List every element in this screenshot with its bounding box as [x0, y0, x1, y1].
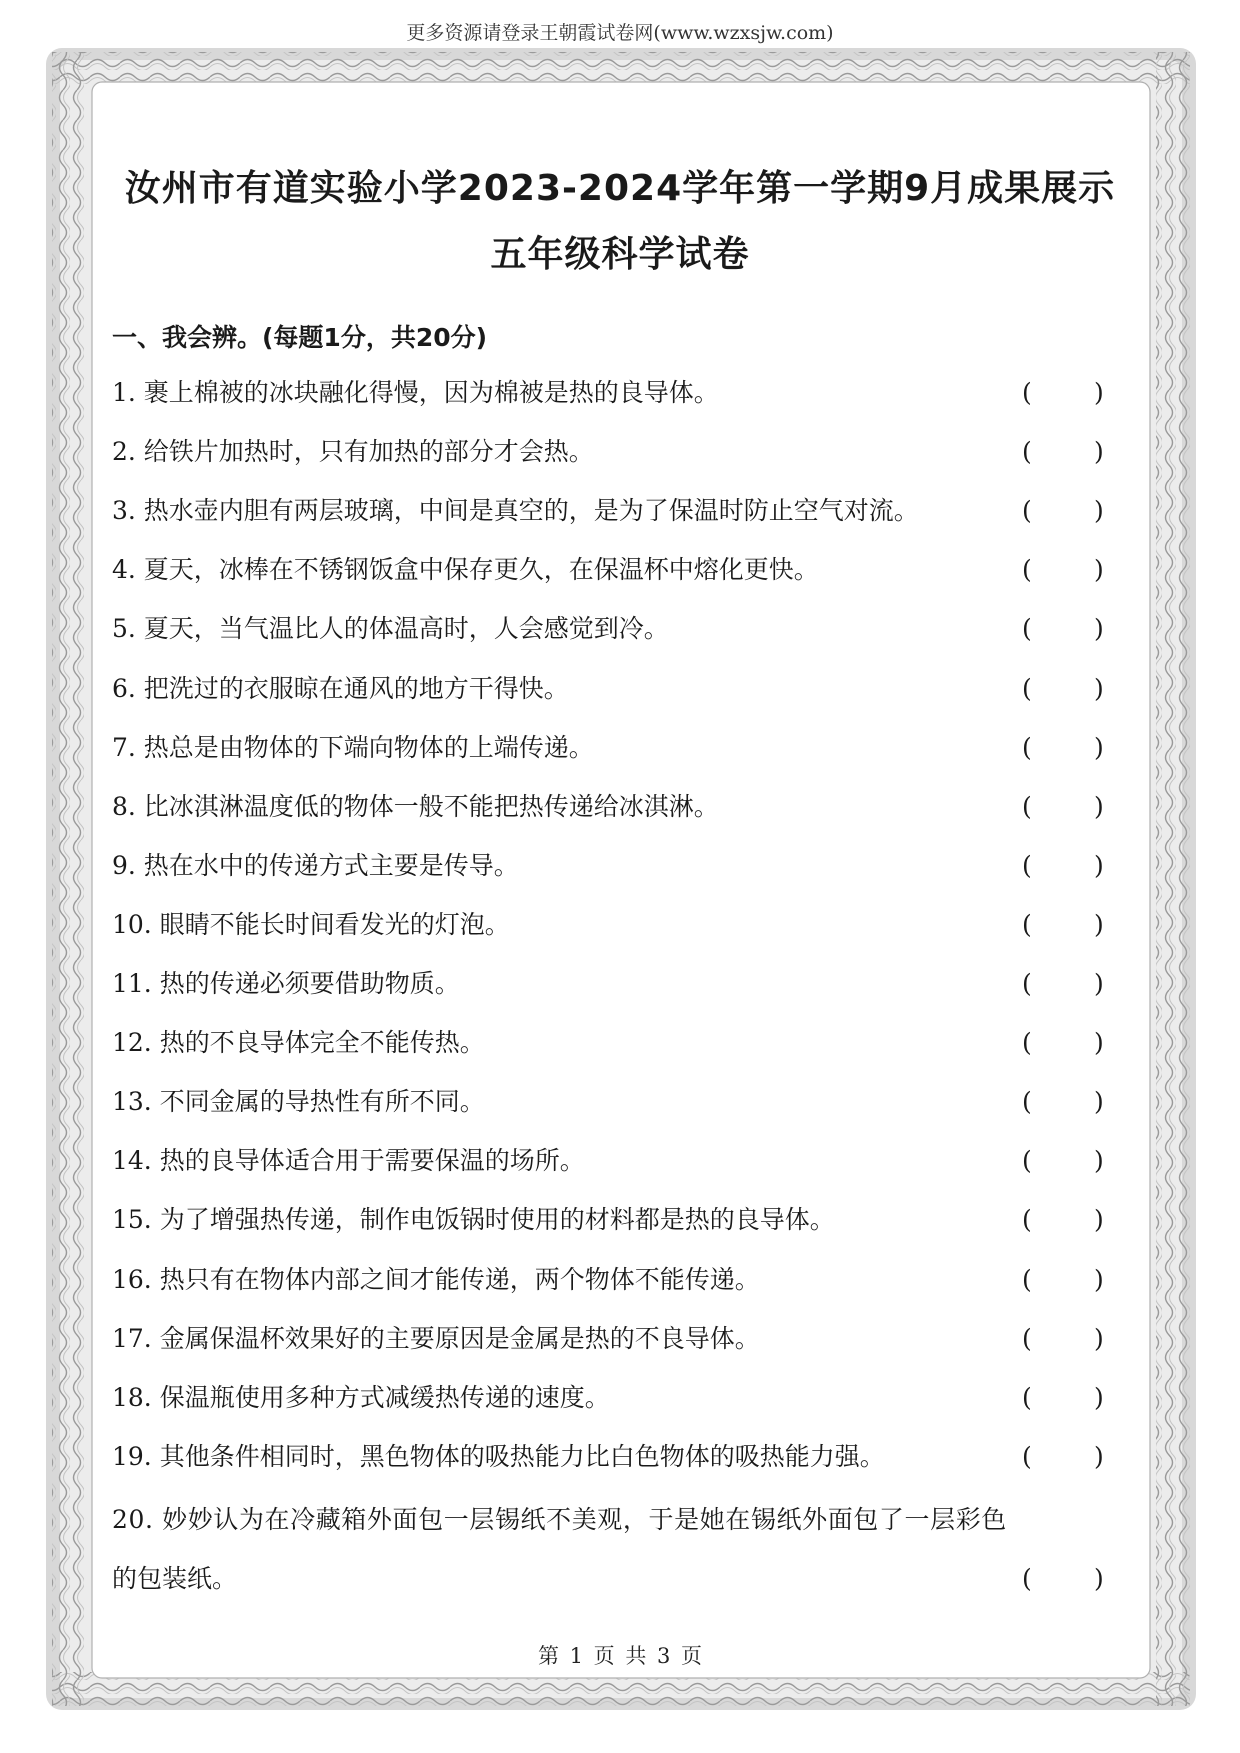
answer-paren-left: ( — [1022, 969, 1032, 998]
question-text: 3. 热水壶内胆有两层玻璃，中间是真空的，是为了保温时防止空气对流。 — [112, 496, 919, 526]
question-row — [112, 540, 1122, 599]
question-20-line2 — [112, 1549, 1122, 1608]
question-text: 16. 热只有在物体内部之间才能传递，两个物体不能传递。 — [112, 1264, 760, 1294]
question-text: 9. 热在水中的传递方式主要是传导。 — [112, 850, 519, 880]
answer-paren-right: ) — [1094, 1264, 1104, 1294]
question-text: 6. 把洗过的衣服晾在通风的地方干得快。 — [112, 673, 569, 703]
answer-paren-right: ) — [1094, 378, 1104, 407]
question-row — [112, 1131, 1122, 1190]
question-text: 10. 眼睛不能长时间看发光的灯泡。 — [112, 909, 510, 939]
question-text: 7. 热总是由物体的下端向物体的上端传递。 — [112, 732, 594, 762]
question-row — [112, 1309, 1122, 1368]
question-text: 17. 金属保温杯效果好的主要原因是金属是热的不良导体。 — [112, 1323, 760, 1353]
answer-paren-left: ( — [1022, 437, 1032, 467]
answer-paren-right: ) — [1094, 673, 1104, 703]
answer-paren-right: ) — [1094, 732, 1104, 762]
answer-paren-left: ( — [1022, 1441, 1032, 1471]
answer-paren-left: ( — [1022, 909, 1032, 939]
question-20-text: 的包装纸。 — [112, 1564, 238, 1593]
answer-paren-left: ( — [1022, 1323, 1032, 1353]
answer-paren-right: ) — [1094, 1382, 1104, 1412]
answer-paren-left: ( — [1022, 732, 1032, 762]
answer-paren-left: ( — [1022, 1264, 1032, 1294]
answer-paren-left: ( — [1022, 1564, 1032, 1593]
answer-paren-left: ( — [1022, 378, 1032, 407]
question-row — [112, 1368, 1122, 1427]
answer-paren-right: ) — [1094, 909, 1104, 939]
answer-paren-right: ) — [1094, 555, 1104, 585]
answer-paren-right: ) — [1094, 969, 1104, 998]
answer-paren-right: ) — [1094, 1087, 1104, 1117]
question-text: 8. 比冰淇淋温度低的物体一般不能把热传递给冰淇淋。 — [112, 791, 719, 821]
answer-paren-right: ) — [1094, 1205, 1104, 1235]
question-text: 13. 不同金属的导热性有所不同。 — [112, 1087, 485, 1117]
answer-paren-left: ( — [1022, 496, 1032, 526]
question-20-line1: 20. 妙妙认为在冷藏箱外面包一层锡纸不美观，于是她在锡纸外面包了一层彩色 — [112, 1505, 1007, 1534]
question-row — [112, 659, 1122, 718]
question-text: 14. 热的良导体适合用于需要保温的场所。 — [112, 1146, 585, 1176]
answer-paren-left: ( — [1022, 1382, 1032, 1412]
question-text: 11. 热的传递必须要借助物质。 — [112, 969, 460, 998]
exam-title-line2: 五年级科学试卷 — [490, 234, 750, 275]
exam-title-line1: 汝州市有道实验小学2023-2024学年第一学期9月成果展示 — [124, 168, 1116, 209]
question-row — [112, 718, 1122, 777]
question-row — [112, 1190, 1122, 1249]
answer-paren-left: ( — [1022, 1205, 1032, 1235]
question-row — [112, 954, 1122, 1013]
answer-paren-left: ( — [1022, 850, 1032, 880]
top-banner: 更多资源请登录王朝霞试卷网(www.wzxsjw.com) — [406, 22, 834, 44]
question-text: 15. 为了增强热传递，制作电饭锅时使用的材料都是热的良导体。 — [112, 1205, 835, 1235]
answer-paren-right: ) — [1094, 1441, 1104, 1471]
question-text: 19. 其他条件相同时，黑色物体的吸热能力比白色物体的吸热能力强。 — [112, 1441, 885, 1471]
answer-paren-right: ) — [1094, 1564, 1104, 1593]
question-row — [112, 1013, 1122, 1072]
answer-paren-right: ) — [1094, 791, 1104, 821]
answer-paren-left: ( — [1022, 673, 1032, 703]
question-text: 5. 夏天，当气温比人的体温高时，人会感觉到冷。 — [112, 614, 669, 644]
answer-paren-right: ) — [1094, 1028, 1104, 1058]
question-row — [112, 422, 1122, 481]
answer-paren-left: ( — [1022, 1146, 1032, 1176]
question-row — [112, 1072, 1122, 1131]
answer-paren-right: ) — [1094, 1146, 1104, 1176]
answer-paren-left: ( — [1022, 614, 1032, 644]
question-text: 2. 给铁片加热时，只有加热的部分才会热。 — [112, 437, 594, 467]
question-row — [112, 1427, 1122, 1486]
question-row — [112, 777, 1122, 836]
answer-paren-right: ) — [1094, 496, 1104, 526]
answer-paren-right: ) — [1094, 614, 1104, 644]
question-text: 4. 夏天，冰棒在不锈钢饭盒中保存更久，在保温杯中熔化更快。 — [112, 555, 819, 585]
answer-paren-left: ( — [1022, 1028, 1032, 1058]
question-row — [112, 599, 1122, 658]
answer-paren-right: ) — [1094, 1323, 1104, 1353]
section-heading: 一、我会辨。(每题1分，共20分) — [112, 323, 488, 352]
question-row — [112, 1250, 1122, 1309]
question-row — [112, 481, 1122, 540]
answer-paren-left: ( — [1022, 1087, 1032, 1117]
question-text: 18. 保温瓶使用多种方式减缓热传递的速度。 — [112, 1382, 610, 1412]
page-footer: 第 1 页 共 3 页 — [537, 1644, 703, 1668]
answer-paren-left: ( — [1022, 791, 1032, 821]
question-text: 1. 裹上棉被的冰块融化得慢，因为棉被是热的良导体。 — [112, 378, 719, 407]
question-text: 12. 热的不良导体完全不能传热。 — [112, 1028, 485, 1058]
question-row — [112, 363, 1122, 422]
question-row — [112, 895, 1122, 954]
question-row — [112, 836, 1122, 895]
answer-paren-right: ) — [1094, 850, 1104, 880]
answer-paren-right: ) — [1094, 437, 1104, 467]
answer-paren-left: ( — [1022, 555, 1032, 585]
